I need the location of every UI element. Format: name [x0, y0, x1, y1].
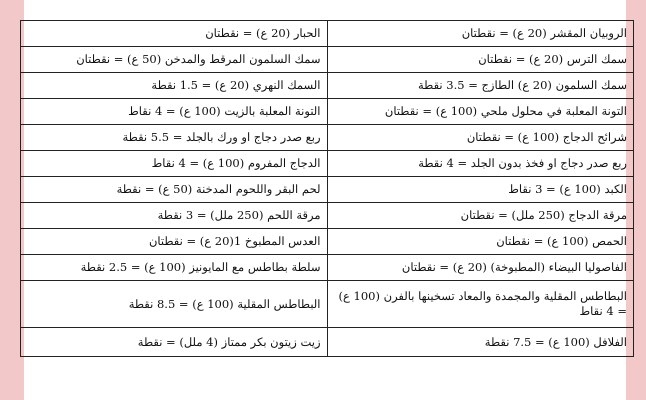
table-cell: زيت زيتون بكر ممتاز (4 ملل) = نقطة	[21, 328, 328, 357]
table-cell: الحمص (100 ع) = نقطتان	[327, 229, 634, 255]
table-cell: الفلافل (100 ع) = 7.5 نقطة	[327, 328, 634, 357]
table-cell: العدس المطبوخ 1(20 ع) = نقطتان	[21, 229, 328, 255]
table-row	[21, 328, 634, 357]
table-cell: ربع صدر دجاج او ورك بالجلد = 5.5 نقطة	[21, 125, 328, 151]
table-row	[21, 281, 634, 328]
table-row	[21, 177, 634, 203]
table-cell: مرقة اللحم (250 ملل) = 3 نقطة	[21, 203, 328, 229]
table-cell: سمك الترس (20 ع) = نقطتان	[327, 47, 634, 73]
table-cell: مرقة الدجاج (250 ملل) = نقطتان	[327, 203, 634, 229]
table-cell: سمك السلمون (20 ع) الطازج = 3.5 نقطة	[327, 73, 634, 99]
table-row	[21, 73, 634, 99]
table-cell: ربع صدر دجاج او فخذ بدون الجلد = 4 نقطة	[327, 151, 634, 177]
table-cell: سمك السلمون المرقط والمدخن (50 ع) = نقطتان	[21, 47, 328, 73]
table-row	[21, 47, 634, 73]
table-cell: الحبار (20 ع) = نقطتان	[21, 21, 328, 47]
table-row	[21, 229, 634, 255]
table-cell: الروبيان المقشر (20 ع) = نقطتان	[327, 21, 634, 47]
table-cell: سلطة بطاطس مع المايونيز (100 ع) = 2.5 نقطة	[21, 255, 328, 281]
table-row	[21, 125, 634, 151]
table-row	[21, 255, 634, 281]
table-row	[21, 203, 634, 229]
table-cell: الفاصوليا البيضاء (المطبوخة) (20 ع) = نقطتان	[327, 255, 634, 281]
table-cell: التونة المعلبة في محلول ملحي (100 ع) = نقطتان	[327, 99, 634, 125]
table-cell: الكبد (100 ع) = 3 نقاط	[327, 177, 634, 203]
points-table	[20, 20, 634, 357]
table-row	[21, 99, 634, 125]
table-row	[21, 151, 634, 177]
table-row	[21, 21, 634, 47]
table-cell: الدجاج المفروم (100 ع) = 4 نقاط	[21, 151, 328, 177]
table-cell: السمك النهري (20 ع) = 1.5 نقطة	[21, 73, 328, 99]
table-cell: البطاطس المقلية (100 ع) = 8.5 نقطة	[21, 281, 328, 328]
table-cell: التونة المعلبة بالزيت (100 ع) = 4 نقاط	[21, 99, 328, 125]
table-cell: البطاطس المقلية والمجمدة والمعاد تسخينها بالفرن (100 ع) = 4 نقاط	[327, 281, 634, 328]
table-cell: شرائح الدجاج (100 ع) = نقطتان	[327, 125, 634, 151]
table-cell: لحم البقر واللحوم المدخنة (50 ع) = نقطة	[21, 177, 328, 203]
